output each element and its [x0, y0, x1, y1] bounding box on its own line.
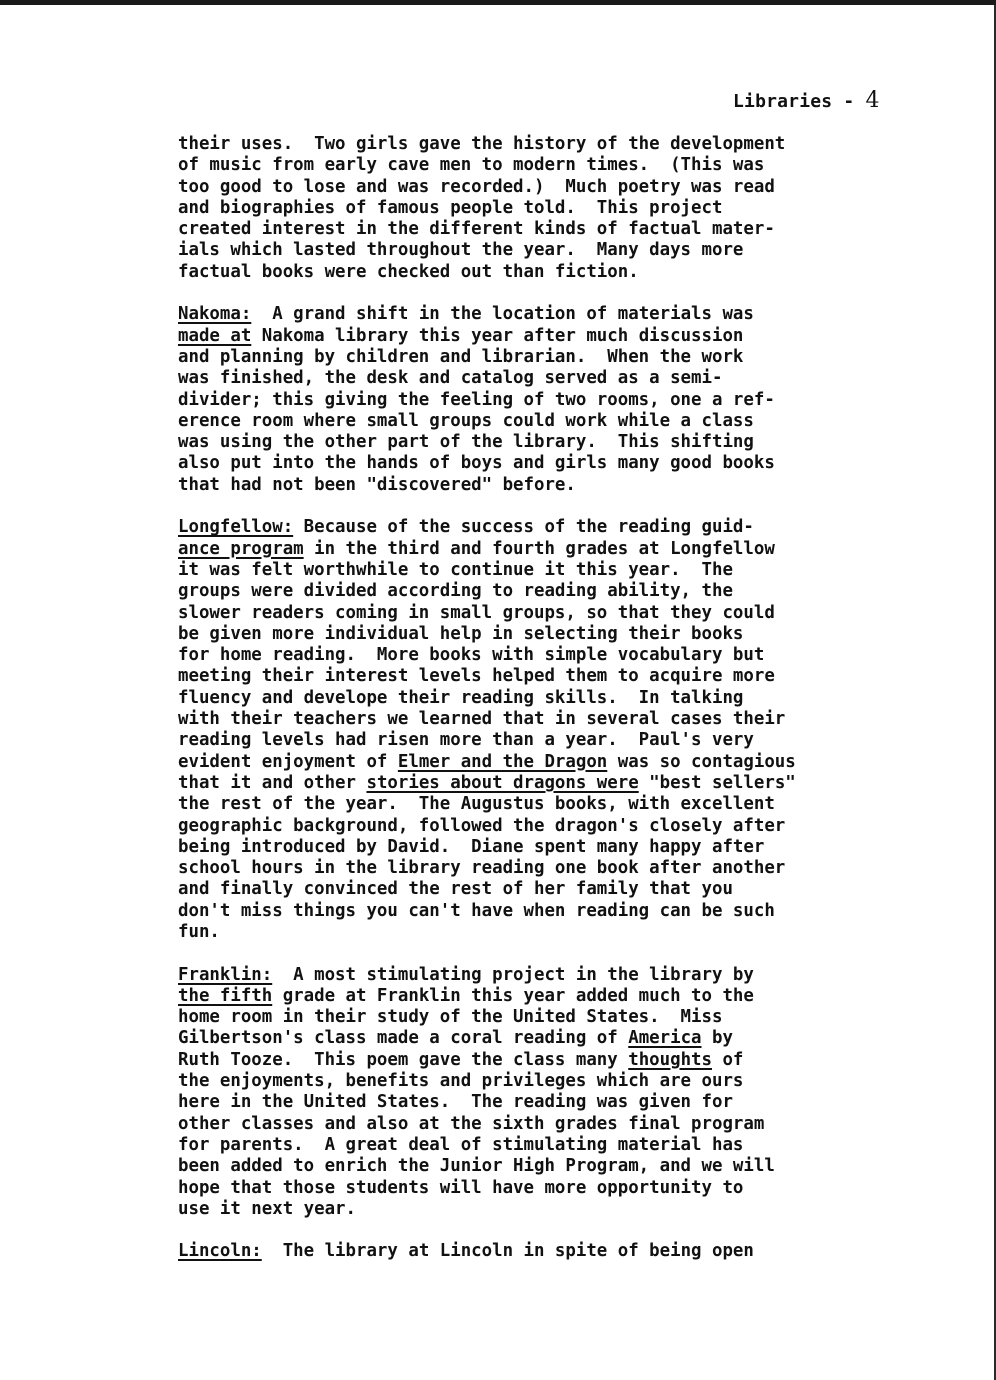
text-line	[178, 1092, 938, 1113]
line-text: that had not been "discovered" before.	[178, 474, 576, 495]
line-text: was using the other part of the library. This shifting	[178, 432, 754, 453]
underlined-text: thoughts	[628, 1049, 712, 1070]
text-line	[178, 177, 938, 198]
text-line	[178, 1114, 938, 1135]
text-line	[178, 730, 938, 751]
line-text: slower readers coming in small groups, so that they could	[178, 602, 775, 623]
text-line	[178, 688, 938, 709]
line-text: of music from early cave men to modern times. (This was	[178, 155, 765, 176]
text-line	[178, 709, 938, 730]
line-text: created interest in the different kinds of factual mater-	[178, 219, 775, 240]
line-text: "best sellers"	[638, 772, 796, 793]
text-line	[178, 858, 938, 879]
text-line	[178, 155, 938, 176]
underlined-text: ance program	[178, 538, 304, 559]
text-line	[178, 879, 938, 900]
underlined-text: Longfellow:	[178, 517, 294, 538]
text-line	[178, 1050, 938, 1071]
line-text: other classes and also at the sixth grades final program	[178, 1113, 765, 1134]
text-line	[178, 240, 938, 261]
underlined-text: stories about dragons were	[366, 772, 639, 793]
line-text: home room in their study of the United States. Miss	[178, 1007, 723, 1028]
underlined-text: Nakoma:	[178, 304, 252, 325]
text-line	[178, 432, 938, 453]
paragraph-longfellow	[178, 517, 938, 943]
line-text: and finally convinced the rest of her family that you	[178, 879, 733, 900]
line-text: in the third and fourth grades at Longfellow	[303, 538, 775, 559]
line-text: Ruth Tooze. This poem gave the class many	[178, 1049, 629, 1070]
line-text: don't miss things you can't have when reading can be such	[178, 900, 775, 921]
line-text: divider; this giving the feeling of two rooms, one a ref-	[178, 389, 775, 410]
line-text: the enjoyments, benefits and privileges which are ours	[178, 1071, 744, 1092]
line-text: the rest of the year. The Augustus books, with excellent	[178, 794, 775, 815]
paragraph-franklin	[178, 965, 938, 1221]
line-text: be given more individual help in selecting their books	[178, 623, 744, 644]
line-text: that it and other	[178, 772, 367, 793]
underlined-text: America	[628, 1028, 702, 1049]
underlined-text: Franklin:	[178, 964, 273, 985]
underlined-text: made at	[178, 325, 252, 346]
text-line	[178, 347, 938, 368]
line-text: ials which lasted throughout the year. Many days more	[178, 240, 744, 261]
text-line	[178, 603, 938, 624]
line-text: their uses. Two girls gave the history of the development	[178, 134, 786, 154]
text-line	[178, 624, 938, 645]
text-line	[178, 368, 938, 389]
text-line	[178, 773, 938, 794]
line-text: meeting their interest levels helped them to acquire more	[178, 666, 775, 687]
paragraph-lincoln	[178, 1241, 938, 1262]
line-text: was finished, the desk and catalog served as a semi-	[178, 368, 723, 389]
paragraph-gap	[178, 1220, 938, 1241]
text-line	[178, 581, 938, 602]
line-text: erence room where small groups could work while a class	[178, 410, 754, 431]
page-top-border	[0, 0, 996, 5]
line-text: also put into the hands of boys and girls many good books	[178, 453, 775, 474]
line-text: with their teachers we learned that in several cases their	[178, 709, 786, 730]
line-text: A grand shift in the location of materials was	[251, 304, 754, 325]
text-line	[178, 539, 938, 560]
underlined-text: the fifth	[178, 985, 273, 1006]
line-text: and planning by children and librarian. When the work	[178, 346, 744, 367]
line-text: evident enjoyment of	[178, 751, 398, 772]
header-title: Libraries -	[733, 91, 855, 112]
line-text: The library at Lincoln in spite of being open	[261, 1241, 754, 1262]
text-line	[178, 453, 938, 474]
line-text: school hours in the library reading one book after another	[178, 858, 786, 879]
text-line	[178, 666, 938, 687]
text-line	[178, 645, 938, 666]
text-line	[178, 517, 938, 538]
page-header	[733, 88, 880, 113]
text-line	[178, 1156, 938, 1177]
text-line	[178, 219, 938, 240]
line-text: hope that those students will have more opportunity to	[178, 1177, 744, 1198]
text-line	[178, 1178, 938, 1199]
line-text: too good to lose and was recorded.) Much poetry was read	[178, 176, 775, 197]
text-line	[178, 1241, 938, 1262]
text-line	[178, 1071, 938, 1092]
text-line	[178, 1028, 938, 1049]
line-text: it was felt worthwhile to continue it this year. The	[178, 559, 733, 580]
line-text: for parents. A great deal of stimulating material has	[178, 1134, 744, 1155]
text-line	[178, 922, 938, 943]
text-line	[178, 901, 938, 922]
line-text: Nakoma library this year after much discussion	[251, 325, 744, 346]
text-line	[178, 794, 938, 815]
line-text: been added to enrich the Junior High Program, and we will	[178, 1156, 775, 1177]
line-text: fluency and develope their reading skills. In talking	[178, 687, 744, 708]
page-number: 4	[865, 88, 880, 113]
line-text: of	[711, 1049, 744, 1070]
underlined-text: Elmer and the Dragon	[397, 751, 608, 772]
paragraph-gap	[178, 283, 938, 304]
line-text: and biographies of famous people told. This project	[178, 197, 723, 218]
text-line	[178, 965, 938, 986]
line-text: by	[701, 1028, 733, 1049]
underlined-text: Lincoln:	[178, 1241, 262, 1262]
text-line	[178, 1135, 938, 1156]
line-text: A most stimulating project in the library by	[272, 964, 754, 985]
text-line	[178, 1199, 938, 1220]
line-text: for home reading. More books with simple vocabulary but	[178, 645, 765, 666]
paragraph-intro	[178, 134, 938, 283]
line-text: reading levels had risen more than a year. Paul's very	[178, 730, 754, 751]
paragraph-gap	[178, 496, 938, 517]
text-line	[178, 262, 938, 283]
line-text: groups were divided according to reading ability, the	[178, 581, 733, 602]
line-text: Because of the success of the reading guid-	[293, 517, 754, 538]
line-text: geographic background, followed the dragon's closely after	[178, 815, 786, 836]
line-text: Gilbertson's class made a coral reading of	[178, 1028, 629, 1049]
text-line	[178, 304, 938, 325]
text-line	[178, 560, 938, 581]
line-text: grade at Franklin this year added much to the	[272, 985, 754, 1006]
line-text: use it next year.	[178, 1198, 356, 1219]
text-line	[178, 475, 938, 496]
text-line	[178, 198, 938, 219]
text-line	[178, 326, 938, 347]
text-line	[178, 390, 938, 411]
text-line	[178, 837, 938, 858]
text-line	[178, 752, 938, 773]
text-line	[178, 411, 938, 432]
document-body	[178, 134, 938, 1263]
paragraph-nakoma	[178, 304, 938, 496]
line-text: here in the United States. The reading was given for	[178, 1092, 733, 1113]
line-text: factual books were checked out than fiction.	[178, 261, 639, 282]
text-line	[178, 134, 938, 155]
line-text: was so contagious	[607, 751, 796, 772]
line-text: fun.	[178, 921, 220, 942]
text-line	[178, 986, 938, 1007]
text-line	[178, 816, 938, 837]
text-line	[178, 1007, 938, 1028]
paragraph-gap	[178, 943, 938, 964]
line-text: being introduced by David. Diane spent many happy after	[178, 836, 765, 857]
